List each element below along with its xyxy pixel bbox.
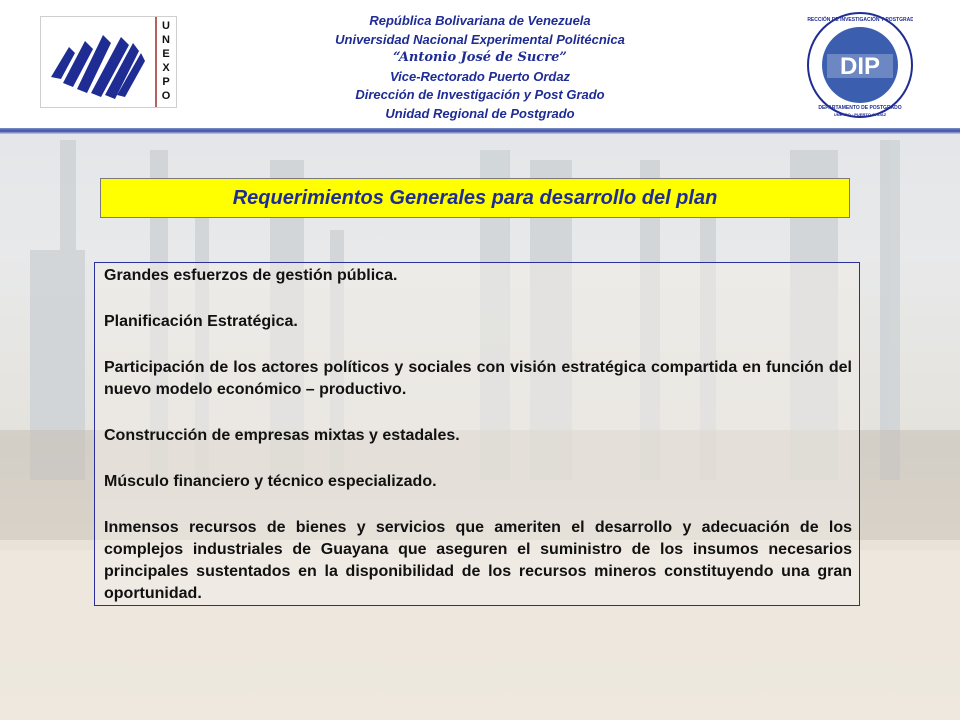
unexpo-logo (40, 16, 177, 108)
requirement-item: Construcción de empresas mixtas y estadales. (104, 427, 460, 444)
institution-line-3: “Antonio José de Sucre” (393, 50, 567, 65)
dip-top-text: DIRECCIÓN DE INVESTIGACIÓN Y POSTGRADO (807, 17, 913, 23)
slide-title (100, 178, 850, 218)
requirements-list (94, 262, 860, 606)
institution-line-6: Unidad Regional de Postgrado (385, 105, 575, 121)
institution-line-1: República Bolivariana de Venezuela (369, 13, 591, 28)
requirement-item: Planificación Estratégica. (104, 313, 298, 330)
requirement-item: Grandes esfuerzos de gestión pública. (104, 267, 398, 284)
unexpo-emblem-icon (41, 17, 176, 107)
header-band (0, 0, 960, 130)
dip-center-text: DIP (839, 53, 881, 80)
institution-line-5: Dirección de Investigación y Post Grado (355, 87, 605, 102)
requirement-item: Músculo financiero y técnico especializado. (104, 473, 437, 490)
institution-heading (250, 12, 710, 123)
dip-seal-icon (807, 8, 913, 122)
unexpo-letter: E (162, 48, 170, 60)
unexpo-letter: U (162, 20, 170, 32)
requirement-item: Inmensos recursos de bienes y servicios que ameriten el desarrollo y adecuación de los complejos industriales de Guayana que aseguren el suministro de los insumos necesarios principales sustentados en la disponibilidad de los recursos mineros constituyendo una gran oportunidad. (104, 519, 852, 602)
unexpo-letter: X (162, 62, 170, 74)
unexpo-letter: O (161, 90, 171, 102)
slide-title-text: Requerimientos Generales para desarrollo del plan (232, 186, 718, 209)
header-divider (0, 128, 960, 134)
unexpo-letter: N (162, 34, 170, 46)
dip-bottom-sub: UNEXPO · PUERTO ORDAZ (833, 112, 887, 117)
dip-logo (807, 8, 913, 122)
requirement-item: Participación de los actores políticos y sociales con visión estratégica compartida en función del nuevo modelo económico – productivo. (104, 359, 852, 398)
institution-line-2: Universidad Nacional Experimental Politécnica (335, 31, 625, 47)
dip-bottom-text: DEPARTAMENTO DE POSTGRADO (818, 105, 902, 111)
institution-line-4: Vice-Rectorado Puerto Ordaz (389, 68, 571, 84)
unexpo-letter: P (162, 76, 170, 88)
